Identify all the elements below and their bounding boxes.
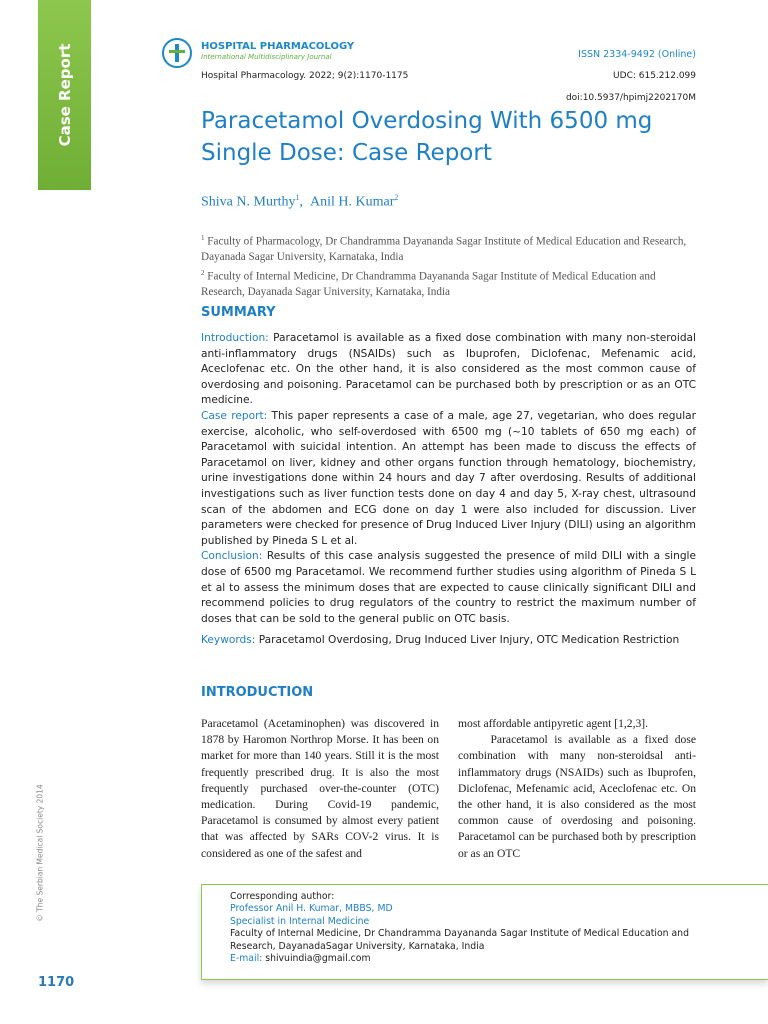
affiliation-text: Faculty of Internal Medicine, Dr Chandramma Dayananda Sagar Institute of Medical Education and Research, Dayanada Sagar University, Karnataka, India	[201, 270, 656, 298]
summary-body	[201, 331, 696, 627]
affiliation-text: Faculty of Pharmacology, Dr Chandramma Dayananda Sagar Institute of Medical Education and Research, Dayanada Sagar University, Karnataka, India	[201, 235, 687, 264]
author-affiliation-mark: 1	[295, 193, 300, 202]
author-separator: ,	[299, 194, 303, 210]
intro-column-left	[201, 716, 439, 862]
corresponding-name: Professor Anil H. Kumar, MBBS, MD	[230, 903, 393, 915]
email-link[interactable]: shivuindia@gmail.com	[262, 953, 371, 965]
summary-heading: SUMMARY	[201, 305, 276, 320]
sidebar	[0, 0, 91, 1024]
page-number: 1170	[38, 975, 75, 990]
journal-subtitle: International Multidisciplinary Journal	[201, 53, 332, 61]
author-affiliation-mark: 2	[394, 193, 399, 202]
copyright-notice: © The Serbian Medical Society 2014	[35, 784, 45, 922]
summary-paragraph	[201, 331, 696, 409]
corresponding-address: Faculty of Internal Medicine, Dr Chandramma Dayananda Sagar Institute of Medical Education and	[230, 928, 689, 940]
body-paragraph: Paracetamol (Acetaminophen) was discovered in 1878 by Haromon Northrop Morse. It has been on market for more than 140 years. Still it is the most frequently prescribed drug. It is also the most frequently purchased over-the-counter (OTC) medication. During Covid-19 pandemic, Paracetamol is consumed by almost every patient that was affected by SARs COV-2 virus. It is considered as one of the safest and	[201, 717, 439, 860]
keywords-text: Paracetamol Overdosing, Drug Induced Liver Injury, OTC Medication Restriction	[255, 634, 680, 646]
affiliation-mark: 1	[201, 234, 205, 242]
summary-paragraph	[201, 549, 696, 627]
corresponding-role: Specialist in Internal Medicine	[230, 915, 370, 927]
article-title: Paracetamol Overdosing With 6500 mg Single Dose: Case Report	[201, 108, 653, 166]
author-list	[201, 193, 398, 211]
section-label-band	[38, 0, 91, 190]
summary-text: Results of this case analysis suggested the presence of mild DILI with a single dose of 6500 mg Paracetamol. We recommend further studies using algorithm of Pineda S L et al to assess the minimum doses that are expected to cause clinically significant DILI and recommend policies to drug regulators of the country to restrict the maximum number of doses that can be sold to the general public on OTC basis.	[201, 550, 696, 625]
corresponding-email-line	[230, 953, 768, 965]
summary-paragraph	[201, 409, 696, 549]
summary-text: Paracetamol is available as a fixed dose combination with many non-steroidal anti-inflammatory drugs (NSAIDs) such as Ibuprofen, Diclofenac, Mefenamic acid, Aceclofenac etc. On the other hand, it is also considered as the most common cause of overdosing and poisoning. Paracetamol can be purchased both by prescription or as an OTC medicine.	[201, 332, 696, 407]
affiliation-mark: 2	[201, 268, 205, 277]
author-name: Shiva N. Murthy	[201, 194, 296, 210]
section-label: Case Report	[55, 43, 74, 147]
summary-label: Conclusion:	[201, 550, 263, 563]
body-paragraph: most affordable antipyretic agent [1,2,3].	[458, 717, 649, 730]
journal-name: HOSPITAL PHARMACOLOGY	[201, 41, 355, 52]
journal-logo-icon	[162, 38, 192, 68]
author-name: Anil H. Kumar	[310, 194, 395, 210]
corresponding-address: Research, DayanadaSagar University, Karnataka, India	[230, 940, 485, 952]
affiliation	[201, 266, 691, 301]
body-paragraph: Paracetamol is available as a fixed dose combination with many non-steroidsal anti-inflammatory drugs (NSAIDs) such as Ibuprofen, Diclofenac, Mefenamic acid, Aceclofenac etc. On the other hand, it is also considered as the most common cause of overdosing and poisoning. Paracetamol can be purchased both by prescription or as an OTC	[458, 733, 696, 860]
summary-text: This paper represents a case of a male, age 27, vegetarian, who does regular exercise, alcoholic, who self-overdosed with 6500 mg (~10 tablets of 650 mg each) of Paracetamol with suicidal intention. An attempt has been made to discuss the effects of Paracetamol on liver, kidney and other organs function through hematology, biochemistry, urine investigations done within 24 hours and day 7 after overdosing. Results of additional investigations such as liver function tests done on day 4 and day 5, X-ray chest, ultrasound scan of the abdomen and ECG done on day 1 were also included for discussion. Liver parameters were checked for presence of Drug Induced Liver Injury (DILI) using an algorithm published by Pineda S L et al.	[201, 409, 697, 547]
keywords-label: Keywords:	[201, 634, 256, 646]
email-label: E-mail:	[230, 953, 263, 965]
introduction-heading: INTRODUCTION	[201, 685, 314, 700]
affiliation	[201, 231, 691, 266]
corresponding-heading: Corresponding author:	[230, 891, 335, 902]
udc: UDC: 615.212.099	[613, 71, 696, 81]
affiliations	[201, 231, 691, 300]
summary-label: Case report:	[201, 409, 268, 422]
citation: Hospital Pharmacology. 2022; 9(2):1170-1175	[201, 71, 409, 81]
intro-column-right	[458, 716, 696, 862]
issn: ISSN 2334-9492 (Online)	[578, 49, 696, 60]
keywords	[201, 633, 696, 649]
doi: doi:10.5937/hpimj2202170M	[565, 93, 696, 103]
summary-label: Introduction:	[201, 332, 269, 344]
corresponding-author-box	[201, 884, 768, 980]
